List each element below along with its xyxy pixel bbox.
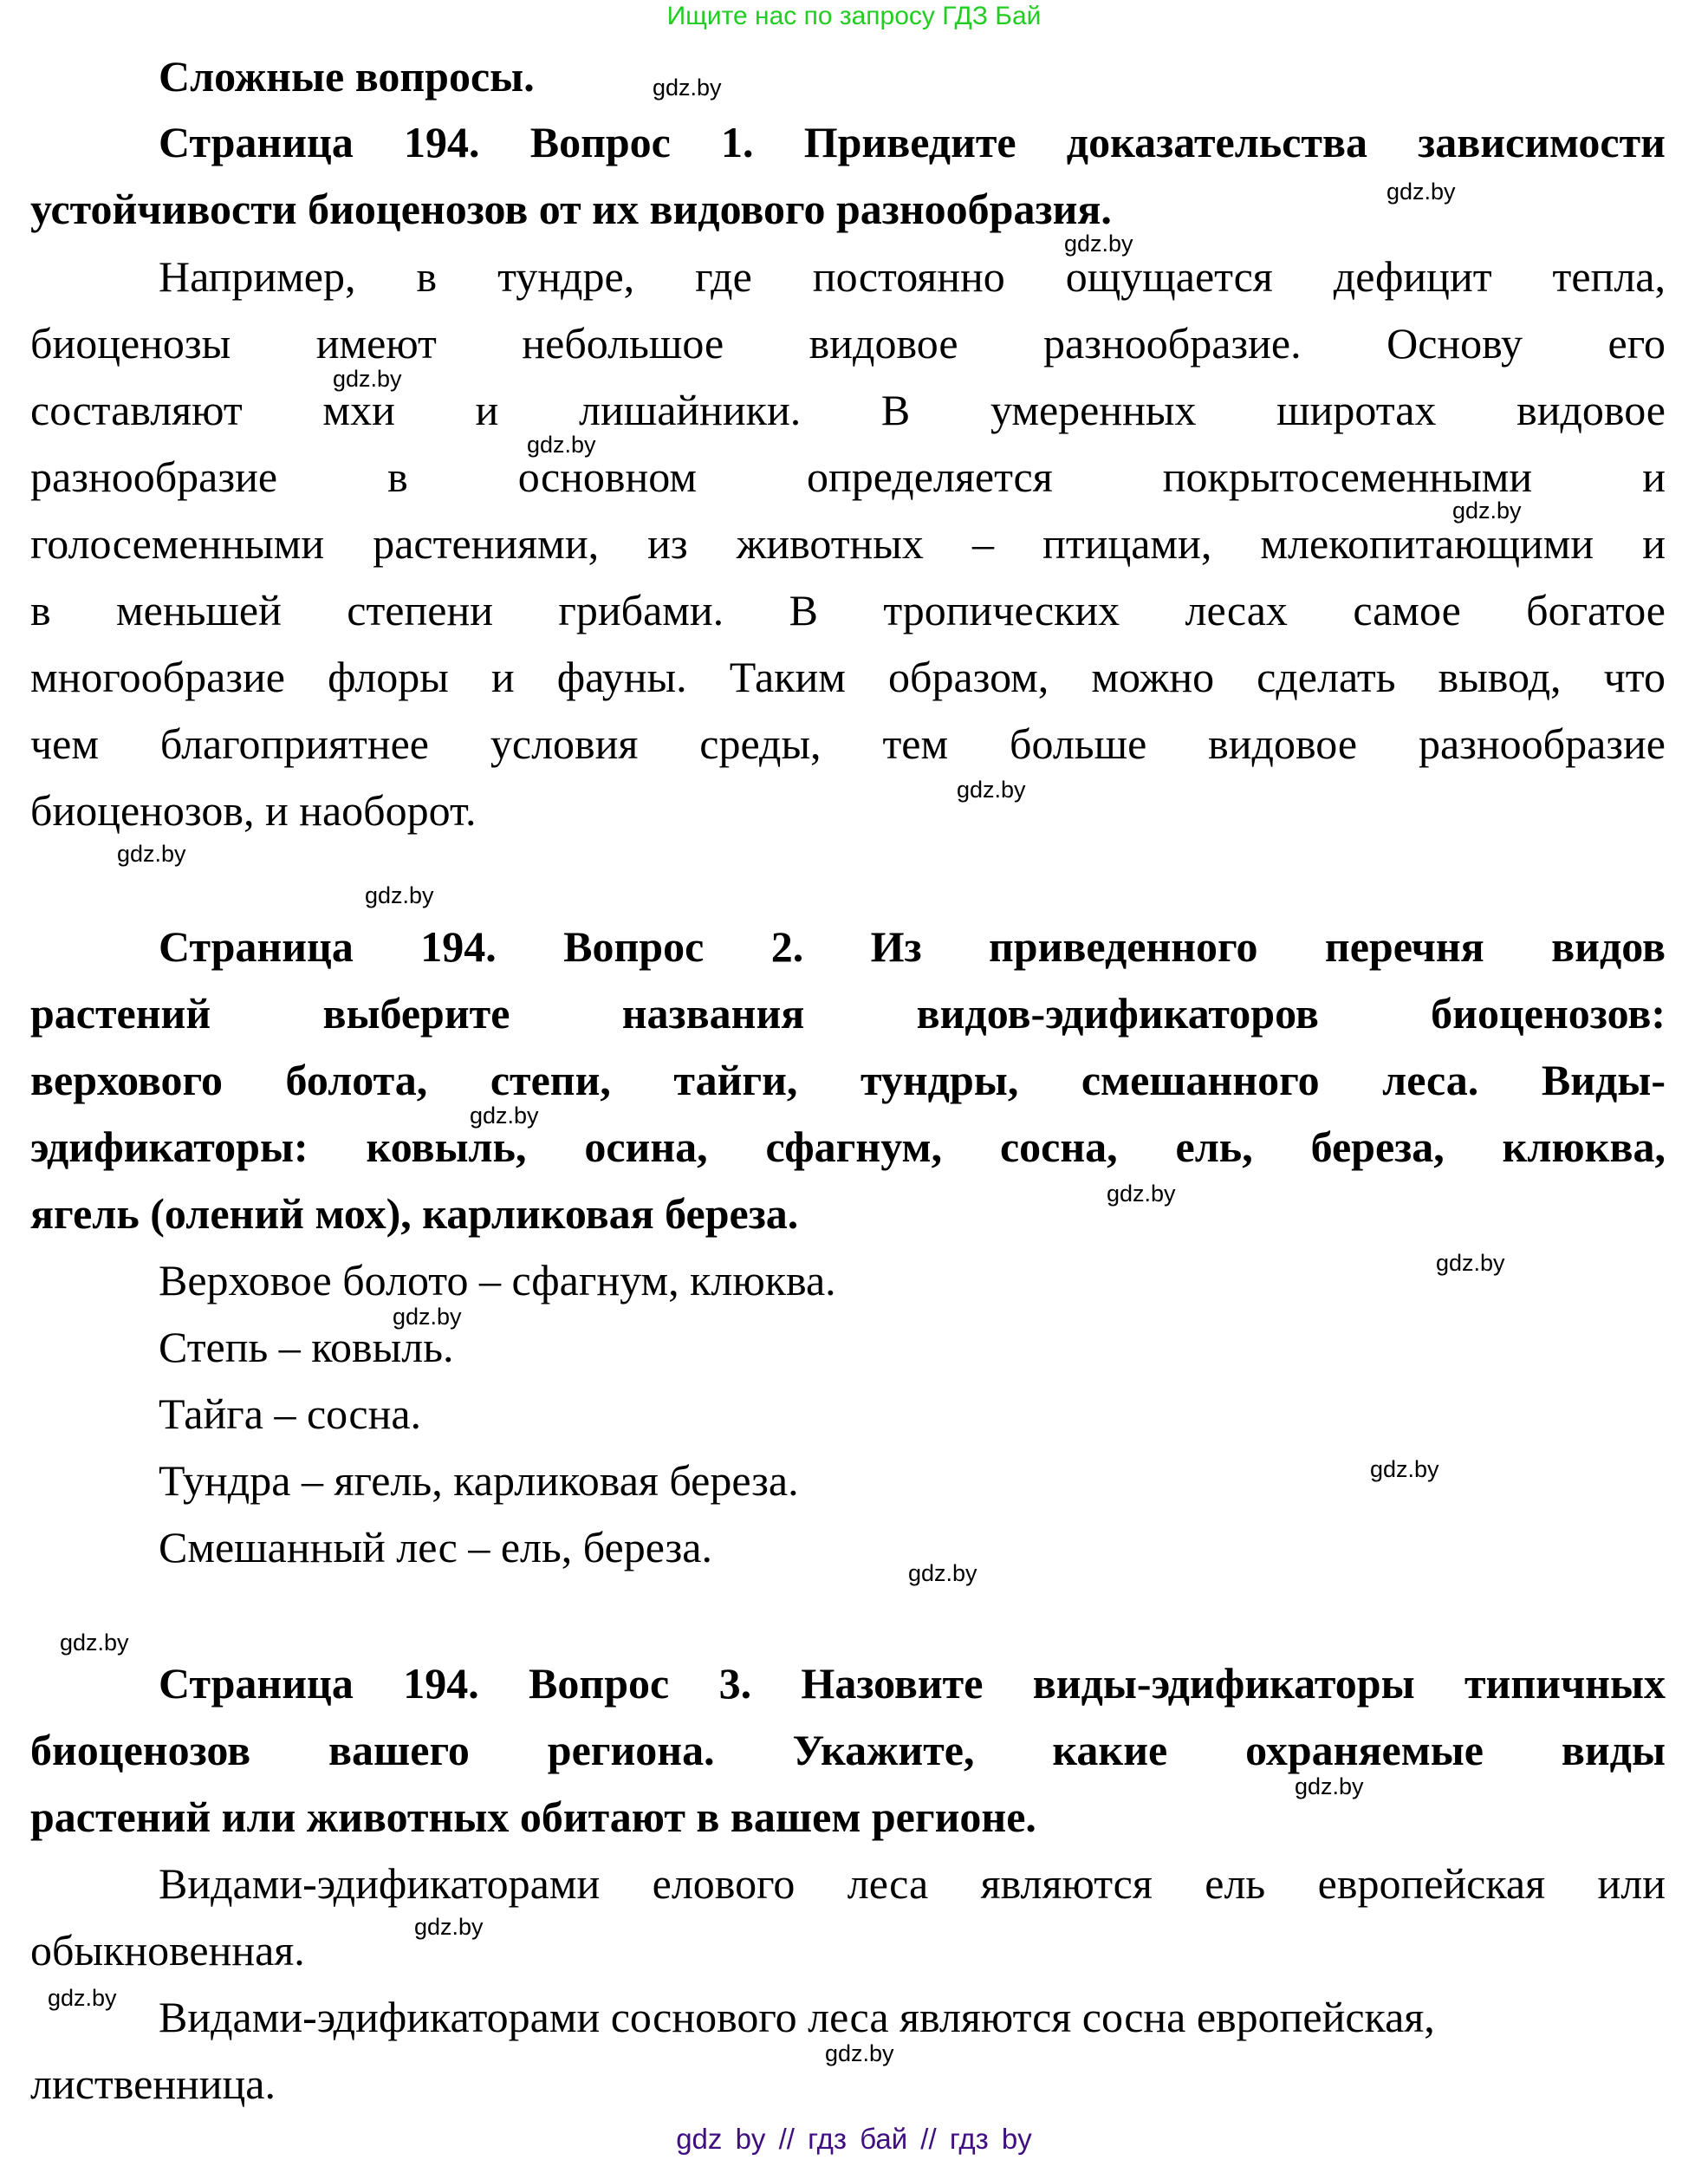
- watermark: gdz.by: [1370, 1456, 1439, 1482]
- answer-1-line: биоценозов, и наоборот.: [30, 786, 477, 835]
- answer-1-line: Например, в тундре, где постоянно ощущается дефицит тепла,: [159, 252, 1666, 301]
- watermark: gdz.by: [1295, 1773, 1364, 1799]
- watermark: gdz.by: [1387, 179, 1456, 205]
- watermark: gdz.by: [1452, 498, 1522, 524]
- watermark: gdz.by: [414, 1914, 484, 1940]
- question-2-line: эдификаторы: ковыль, осина, сфагнум, сосна, ель, береза, клюква,: [30, 1122, 1666, 1171]
- answer-2-item: Верховое болото – сфагнум, клюква.: [159, 1256, 836, 1304]
- watermark: gdz.by: [365, 882, 434, 908]
- question-2-line: растений выберите названия видов-эдификаторов биоценозов:: [30, 989, 1666, 1038]
- answer-1-line: голосеменными растениями, из животных – птицами, млекопитающими и: [30, 519, 1666, 568]
- watermark: gdz.by: [1436, 1250, 1505, 1276]
- watermark: gdz.by: [1107, 1181, 1176, 1207]
- watermark: gdz.by: [60, 1630, 129, 1656]
- watermark: gdz.by: [333, 366, 402, 392]
- answer-2-item: Тундра – ягель, карликовая береза.: [159, 1456, 799, 1505]
- answer-1-line: в меньшей степени грибами. В тропических лесах самое богатое: [30, 586, 1666, 634]
- question-2-line: верхового болота, степи, тайги, тундры, смешанного леса. Виды-: [30, 1056, 1666, 1104]
- search-banner[interactable]: Ищите нас по запросу ГДЗ Бай: [666, 2, 1042, 30]
- watermark: gdz.by: [117, 841, 186, 867]
- question-3-line: растений или животных обитают в вашем регионе.: [30, 1792, 1036, 1841]
- watermark: gdz.by: [470, 1103, 539, 1129]
- answer-1-line: биоценозы имеют небольшое видовое разнообразие. Основу его: [30, 319, 1666, 368]
- answer-1-line: составляют мхи и лишайники. В умеренных широтах видовое: [30, 386, 1666, 434]
- question-1-line: Страница 194. Вопрос 1. Приведите доказательства зависимости: [159, 118, 1666, 166]
- watermark: gdz.by: [908, 1560, 977, 1586]
- answer-1-line: разнообразие в основном определяется покрытосеменными и: [30, 452, 1666, 501]
- section-title: Сложные вопросы.: [159, 52, 535, 101]
- footer-links[interactable]: gdz by // гдз бай // гдз by: [676, 2123, 1032, 2155]
- answer-1-line: чем благоприятнее условия среды, тем больше видовое разнообразие: [30, 719, 1666, 768]
- answer-2-item: Смешанный лес – ель, береза.: [159, 1523, 712, 1571]
- watermark: gdz.by: [957, 777, 1026, 803]
- answer-3-line: Видами-эдификаторами елового леса являются ель европейская или: [159, 1859, 1666, 1908]
- watermark: gdz.by: [48, 1985, 117, 2011]
- question-2-line: ягель (олений мох), карликовая береза.: [30, 1189, 799, 1238]
- question-3-line: биоценозов вашего региона. Укажите, какие охраняемые виды: [30, 1726, 1666, 1774]
- question-1-line: устойчивости биоценозов от их видового разнообразия.: [30, 185, 1112, 233]
- answer-2-item: Степь – ковыль.: [159, 1323, 454, 1371]
- answer-3-line: Видами-эдификаторами соснового леса являются сосна европейская,: [159, 1993, 1435, 2041]
- watermark: gdz.by: [653, 75, 722, 101]
- answer-1-line: многообразие флоры и фауны. Таким образом, можно сделать вывод, что: [30, 653, 1666, 701]
- question-2-line: Страница 194. Вопрос 2. Из приведенного перечня видов: [159, 922, 1666, 971]
- answer-2-item: Тайга – сосна.: [159, 1389, 422, 1438]
- answer-3-line: обыкновенная.: [30, 1926, 305, 1975]
- watermark: gdz.by: [825, 2040, 894, 2066]
- question-3-line: Страница 194. Вопрос 3. Назовите виды-эдификаторы типичных: [159, 1659, 1666, 1708]
- answer-3-line: лиственница.: [30, 2059, 276, 2108]
- watermark: gdz.by: [527, 432, 596, 458]
- watermark: gdz.by: [393, 1304, 462, 1330]
- watermark: gdz.by: [1064, 231, 1133, 257]
